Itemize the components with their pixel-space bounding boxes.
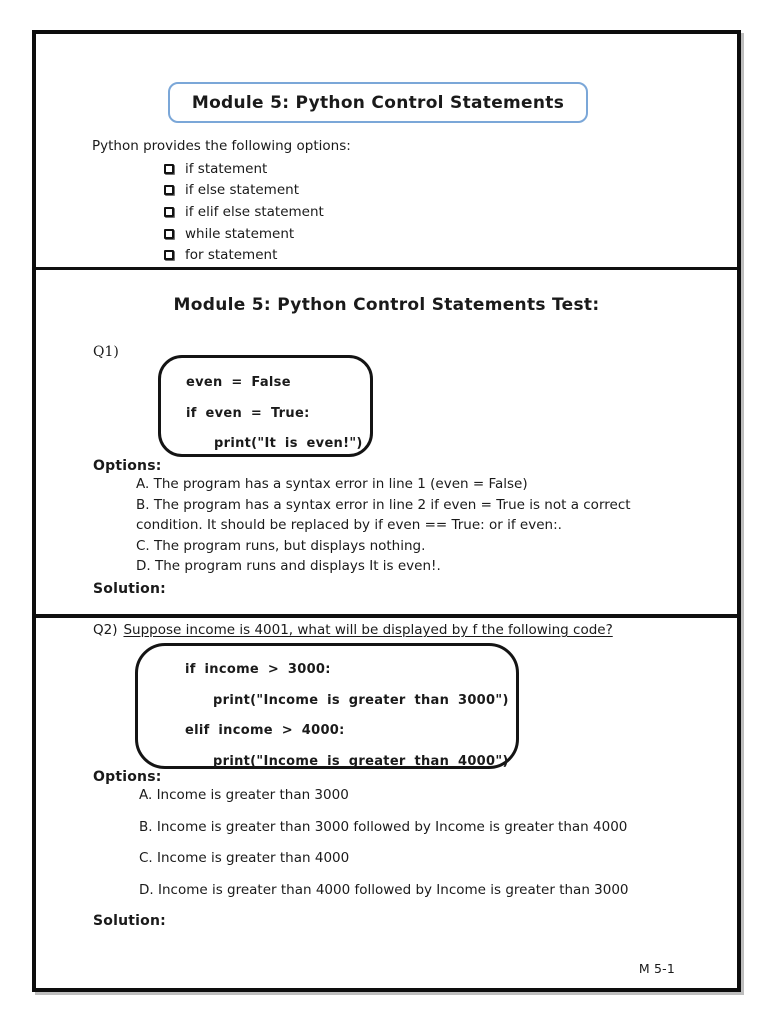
intro-lead: Python provides the following options: bbox=[92, 138, 351, 154]
list-item bbox=[164, 244, 324, 266]
question-2-prompt bbox=[93, 622, 613, 638]
question-1-options-list bbox=[136, 474, 686, 577]
list-item-label: if elif else statement bbox=[185, 203, 324, 220]
list-item bbox=[164, 180, 324, 202]
question-2-code-box bbox=[135, 643, 519, 769]
code-line: if income > 3000: bbox=[185, 662, 331, 677]
checkbox-square-icon bbox=[164, 250, 174, 260]
checkbox-square-icon bbox=[164, 185, 174, 195]
code-line: print("Income is greater than 4000") bbox=[213, 753, 509, 769]
checkbox-square-icon bbox=[164, 229, 174, 239]
question-1-code-box bbox=[158, 355, 373, 457]
code-line: if even = True: bbox=[186, 405, 310, 421]
option-b: B. The program has a syntax error in line 2 if even = True is not a correct condition. It should be replaced by if even == True: or if even:. bbox=[136, 496, 631, 534]
statement-options-list bbox=[164, 158, 324, 266]
question-1-solution-label: Solution: bbox=[93, 581, 166, 597]
section-divider bbox=[36, 614, 737, 618]
option-b: B. Income is greater than 3000 followed by Income is greater than 4000 bbox=[139, 818, 628, 835]
question-1-label: Q1) bbox=[93, 344, 119, 360]
list-item-label: if statement bbox=[185, 160, 268, 177]
option-a: A. Income is greater than 3000 bbox=[139, 787, 349, 803]
list-item bbox=[164, 201, 324, 223]
question-2-options-list bbox=[139, 787, 629, 913]
test-heading: Module 5: Python Control Statements Test: bbox=[173, 295, 600, 315]
list-item bbox=[164, 158, 324, 180]
question-2-label: Q2) bbox=[93, 622, 118, 638]
page-number: M 5-1 bbox=[638, 961, 675, 976]
code-line: even = False bbox=[186, 375, 291, 390]
module-title-box bbox=[168, 82, 588, 123]
question-2-solution-label: Solution: bbox=[93, 913, 166, 929]
list-item bbox=[164, 223, 324, 245]
option-a: A. The program has a syntax error in line 1 (even = False) bbox=[136, 476, 528, 492]
checkbox-square-icon bbox=[164, 207, 174, 217]
module-title: Module 5: Python Control Statements bbox=[191, 92, 565, 113]
option-c: C. The program runs, but displays nothing. bbox=[136, 537, 426, 554]
list-item-label: for statement bbox=[185, 247, 278, 264]
list-item-label: if else statement bbox=[185, 182, 299, 199]
question-1-options-label: Options: bbox=[93, 458, 162, 474]
option-d: D. Income is greater than 4000 followed by Income is greater than 3000 bbox=[139, 881, 629, 898]
code-line: print("Income is greater than 3000") bbox=[213, 692, 509, 708]
question-2-text: Suppose income is 4001, what will be displayed by f the following code? bbox=[123, 622, 613, 638]
question-2-options-label: Options: bbox=[93, 769, 162, 785]
list-item-label: while statement bbox=[185, 225, 295, 242]
checkbox-square-icon bbox=[164, 164, 174, 174]
section-divider bbox=[36, 267, 737, 270]
worksheet-page bbox=[32, 30, 741, 992]
code-line: elif income > 4000: bbox=[185, 723, 345, 738]
code-line: print("It is even!") bbox=[214, 436, 363, 451]
option-c: C. Income is greater than 4000 bbox=[139, 850, 350, 866]
option-d: D. The program runs and displays It is even!. bbox=[136, 558, 441, 575]
